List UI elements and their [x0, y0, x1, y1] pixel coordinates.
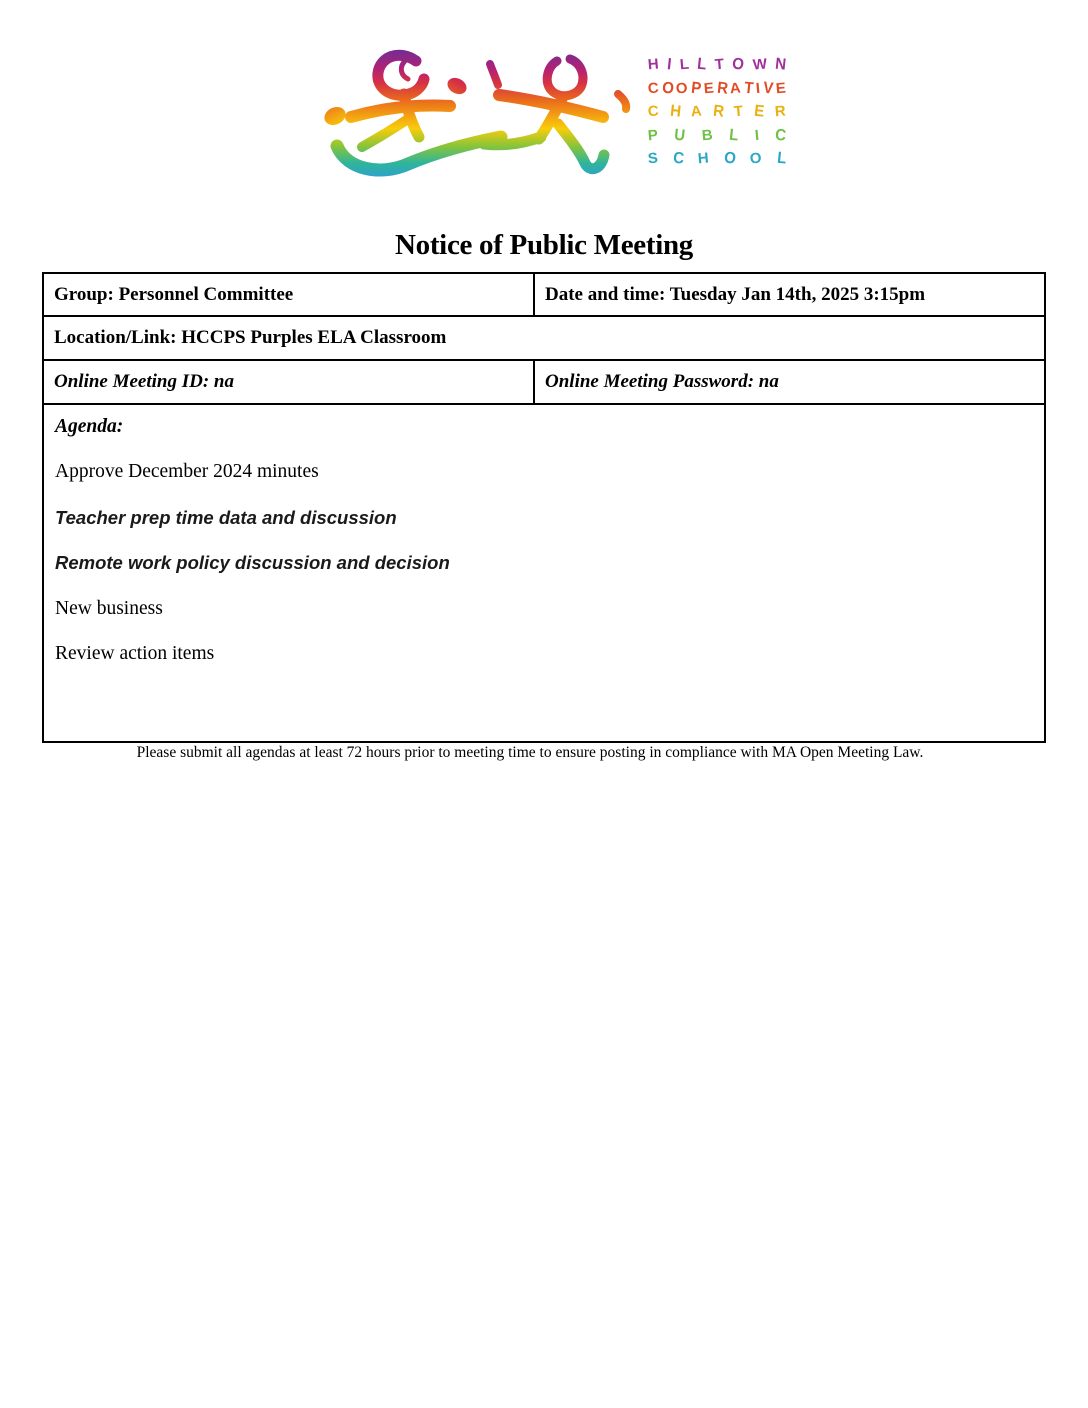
table-row: [44, 315, 1044, 359]
dancing-figures-icon: [318, 45, 638, 185]
meeting-id-cell: Online Meeting ID: na: [44, 361, 535, 403]
table-row: [44, 359, 1044, 403]
datetime-cell: Date and time: Tuesday Jan 14th, 2025 3:15pm: [545, 283, 926, 305]
meeting-password-cell: Online Meeting Password: na: [545, 371, 779, 392]
agenda-item: Teacher prep time data and discussion: [55, 506, 397, 528]
page-title: Notice of Public Meeting: [394, 229, 694, 261]
logo-line: H I L L T O W N: [647, 54, 788, 75]
location-cell: Location/Link: HCCPS Purples ELA Classroom: [54, 327, 447, 348]
table-row: [44, 274, 1044, 315]
logo-school-name: [648, 55, 786, 173]
agenda-item: Review action items: [55, 643, 215, 664]
agenda-item: New business: [55, 597, 163, 619]
logo-line: C O O P E R A T I V E: [647, 78, 787, 98]
logo-line: P U B L I C: [647, 125, 788, 145]
agenda-item: Remote work policy discussion and decision: [55, 552, 450, 573]
meeting-table: [42, 272, 1046, 743]
group-cell: Group: Personnel Committee: [44, 274, 535, 315]
agenda-item: Approve December 2024 minutes: [55, 461, 319, 482]
footer-note: Please submit all agendas at least 72 hours prior to meeting time to ensure posting in compliance with MA Open Meeting Law.: [136, 744, 924, 761]
agenda-list: [55, 461, 1034, 666]
logo-line: S C H O O L: [647, 148, 788, 169]
agenda-cell: [44, 405, 1044, 741]
logo-line: C H A R T E R: [647, 101, 787, 122]
agenda-heading: Agenda:: [55, 416, 124, 437]
table-row: [44, 403, 1044, 741]
